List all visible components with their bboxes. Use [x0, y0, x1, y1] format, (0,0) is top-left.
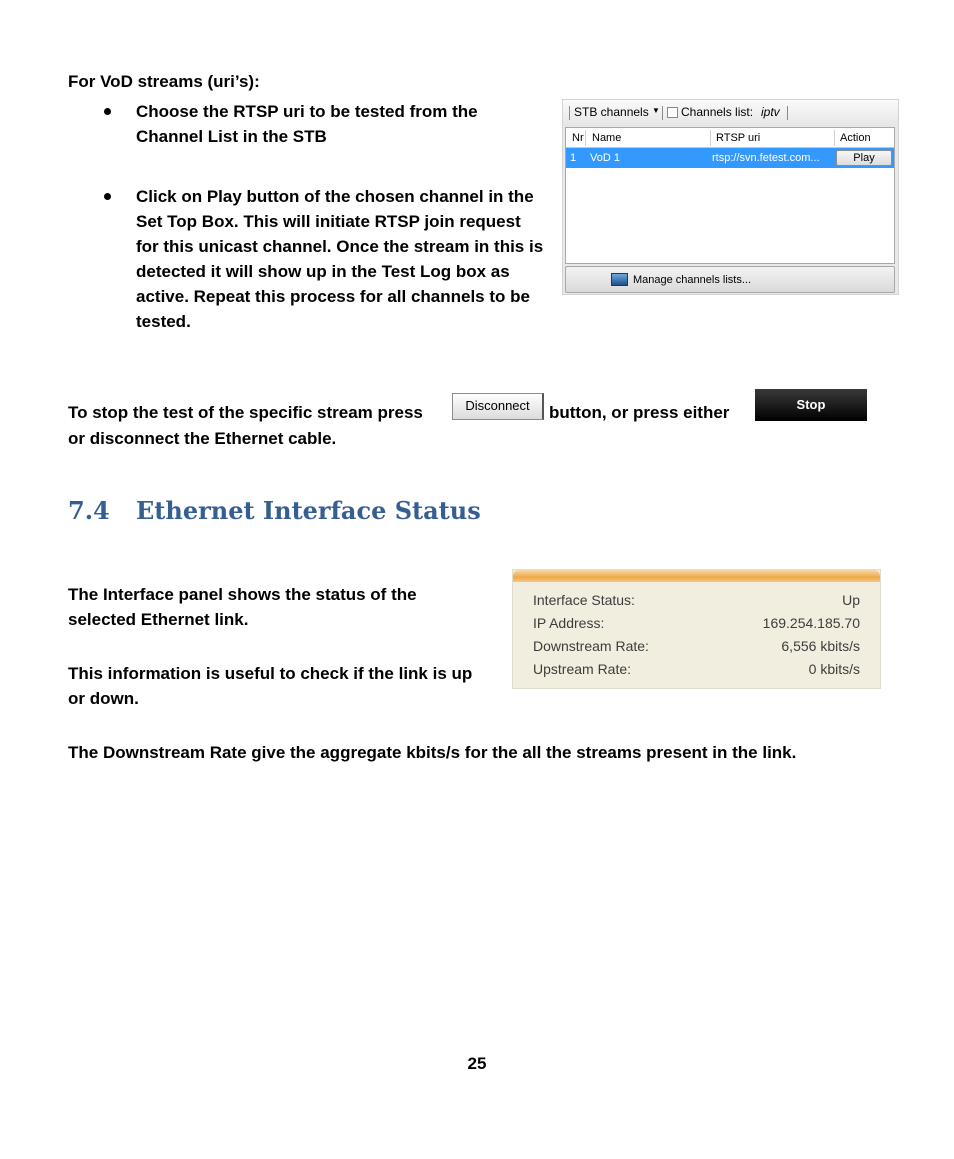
- row-nr: 1: [570, 152, 577, 164]
- channels-list-value[interactable]: iptv: [761, 105, 780, 119]
- row-uri: rtsp://svn.fetest.com...: [712, 152, 820, 164]
- disconnect-button[interactable]: Disconnect: [452, 393, 544, 420]
- bullet-text: Click on Play button of the chosen channel in the Set Top Box. This will initiate RTSP join request for this unicast channel. Once the stream in this is detected it will show up in the Test Log box as active. Repeat this process for all channels to be tested.: [136, 187, 544, 331]
- toolbar-separator: [662, 106, 663, 120]
- chevron-down-icon[interactable]: ▼: [652, 106, 660, 115]
- table-row[interactable]: [566, 148, 894, 168]
- downstream-rate-row: [533, 638, 860, 658]
- upstream-rate-value: 0 kbits/s: [808, 661, 860, 677]
- play-button[interactable]: Play: [836, 150, 892, 166]
- interface-status-value: Up: [842, 592, 860, 608]
- interface-paragraph: This information is useful to check if the link is up or down.: [68, 664, 473, 708]
- downstream-rate-label: Downstream Rate:: [533, 638, 649, 654]
- downstream-rate-value: 6,556 kbits/s: [781, 638, 860, 654]
- bullet-dot-icon: [104, 108, 111, 115]
- column-header-rtsp-uri[interactable]: RTSP uri: [716, 132, 761, 144]
- interface-status-row: [533, 592, 860, 612]
- stop-text-middle: button, or press either: [549, 403, 730, 422]
- ip-address-label: IP Address:: [533, 615, 605, 631]
- table-header: [566, 128, 894, 148]
- column-header-name[interactable]: Name: [592, 132, 622, 144]
- section-title: Ethernet Interface Status: [136, 496, 481, 525]
- column-divider: [834, 130, 835, 146]
- channels-list-label: Channels list:: [681, 105, 754, 119]
- interface-paragraph: The Interface panel shows the status of the selected Ethernet link.: [68, 585, 417, 629]
- downstream-rate-note: The Downstream Rate give the aggregate kbits/s for the all the streams present in the link.: [68, 743, 797, 762]
- stb-channels-menu-button[interactable]: STB channels: [574, 105, 649, 119]
- row-name: VoD 1: [590, 152, 620, 164]
- ip-address-value: 169.254.185.70: [762, 615, 860, 631]
- column-header-action[interactable]: Action: [840, 132, 871, 144]
- channels-table: [565, 127, 895, 264]
- bullet-text: Choose the RTSP uri to be tested from the Channel List in the STB: [136, 102, 478, 146]
- stb-channels-panel: [562, 99, 899, 295]
- column-divider: [710, 130, 711, 146]
- upstream-rate-label: Upstream Rate:: [533, 661, 632, 677]
- monitor-icon: [611, 273, 628, 286]
- channels-list-checkbox[interactable]: [667, 107, 678, 118]
- panel-title-bar: [513, 570, 880, 582]
- bullet-dot-icon: [104, 193, 111, 200]
- stb-toolbar: [563, 100, 898, 126]
- upstream-rate-row: [533, 661, 860, 681]
- toolbar-separator: [569, 106, 570, 120]
- section-number: 7.4: [68, 496, 110, 525]
- manage-channels-lists-label: Manage channels lists...: [633, 274, 752, 286]
- manage-channels-lists-button[interactable]: [565, 266, 895, 293]
- ip-address-row: [533, 615, 860, 635]
- stop-text-after: or disconnect the Ethernet cable.: [68, 429, 337, 448]
- interface-status-label: Interface Status:: [533, 592, 635, 608]
- stop-text-before: To stop the test of the specific stream press: [68, 403, 423, 422]
- interface-status-panel: [512, 569, 881, 689]
- column-divider: [585, 130, 586, 146]
- column-header-nr[interactable]: Nr: [572, 132, 584, 144]
- page-number: 25: [467, 1054, 487, 1073]
- vod-streams-heading: For VoD streams (uri’s):: [68, 72, 260, 91]
- toolbar-separator: [787, 106, 788, 120]
- stop-button[interactable]: Stop: [755, 389, 867, 421]
